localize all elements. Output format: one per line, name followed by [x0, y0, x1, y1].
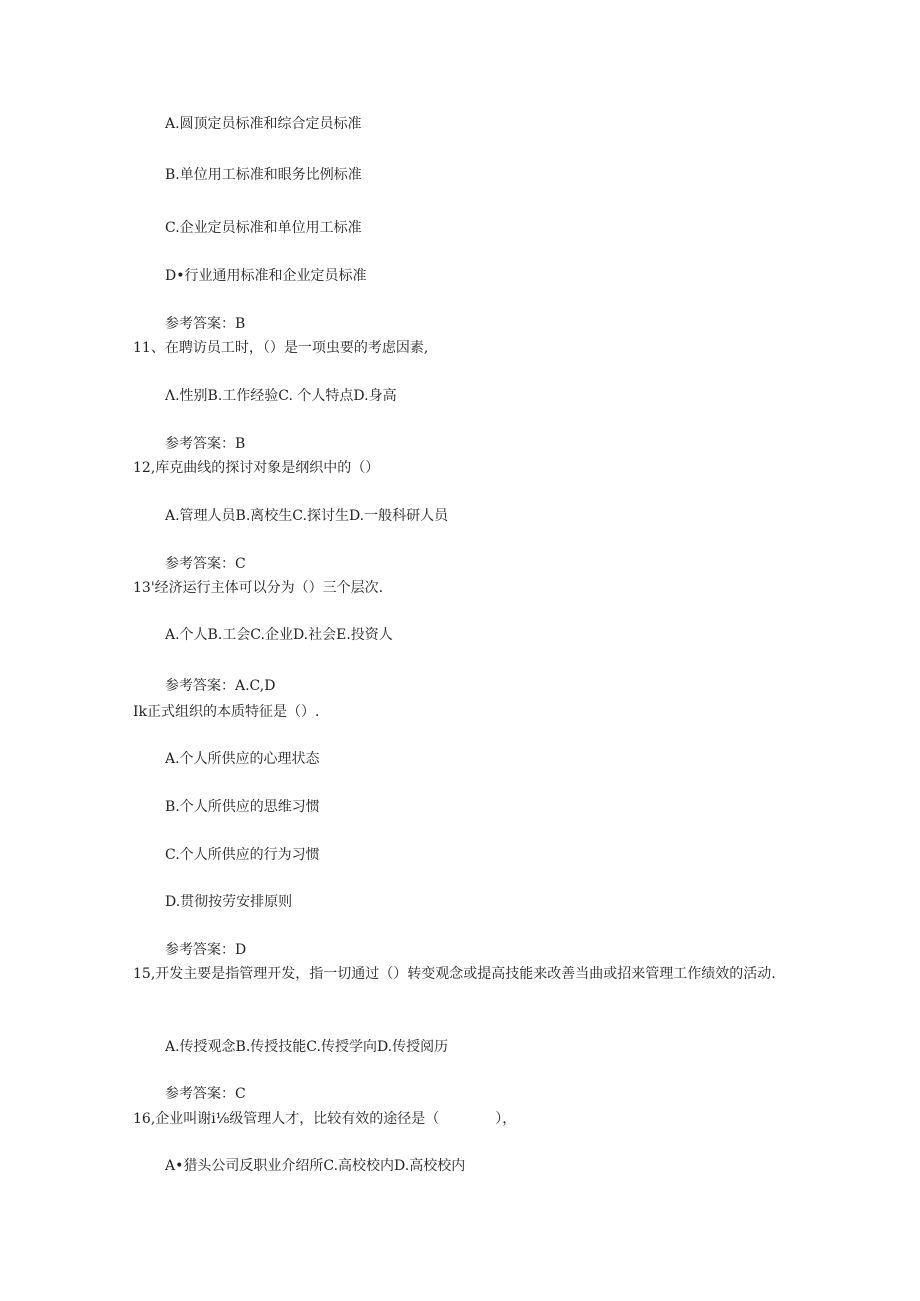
q13-stem: 13'经济运行主体可以分为（）三个层次. [133, 580, 384, 596]
q10-answer: 参考答案：B [165, 316, 246, 332]
q10-option-a: A.圆顶定员标准和综合定员标准 [165, 116, 362, 132]
q13-options: A.个人B.工会C.企业D.社会E.投资人 [165, 627, 393, 643]
q12-stem: 12,库克曲线的探讨对象是纲织中的（） [133, 460, 380, 476]
q15-options: A.传授观念B.传授技能C.传授学向D.传授阅历 [165, 1039, 449, 1055]
q16-options: A•猎头公司反职业介绍所C.高校校内D.高校校内 [165, 1158, 466, 1174]
q15-stem: 15,开发主要是指管理开发，指一切通过（）转变观念或提高技能来改善当曲或招来管理工作绩效的活动. [133, 966, 776, 982]
q11-options: Λ.性别B.工作经验C. 个人特点D.身高 [165, 388, 397, 404]
q10-option-d: D•行业通用标准和企业定员标准 [165, 268, 367, 284]
q16-stem: 16,企业叫谢i⅛级管理人才，比较有效的途径是（ ）， [133, 1111, 517, 1127]
q14-option-c: C.个人所供应的行为习惯 [165, 847, 320, 863]
q11-stem: 11、在聘访员工时，（）是一项虫要的考虑因素, [133, 340, 429, 356]
q14-option-b: B.个人所供应的思维习惯 [165, 799, 320, 815]
q14-option-d: D.贯彻按劳安排原则 [165, 894, 293, 910]
q14-option-a: A.个人所供应的心理状态 [165, 751, 320, 767]
q12-options: A.管理人员B.离校生C.探讨生D.一般科研人员 [165, 508, 449, 524]
q12-answer: 参考答案：C [165, 556, 246, 572]
q14-answer: 参考答案：D [165, 942, 247, 958]
q10-option-b: B.单位用工标准和眼务比例标准 [165, 167, 362, 183]
q13-answer: 参考答案：A.C,D [165, 678, 276, 694]
q10-option-c: C.企业定员标准和单位用工标准 [165, 220, 362, 236]
q11-answer: 参考答案：B [165, 436, 246, 452]
q15-answer: 参考答案：C [165, 1086, 246, 1102]
q14-stem: Ik正式组织的本质特征是（）. [133, 704, 320, 720]
